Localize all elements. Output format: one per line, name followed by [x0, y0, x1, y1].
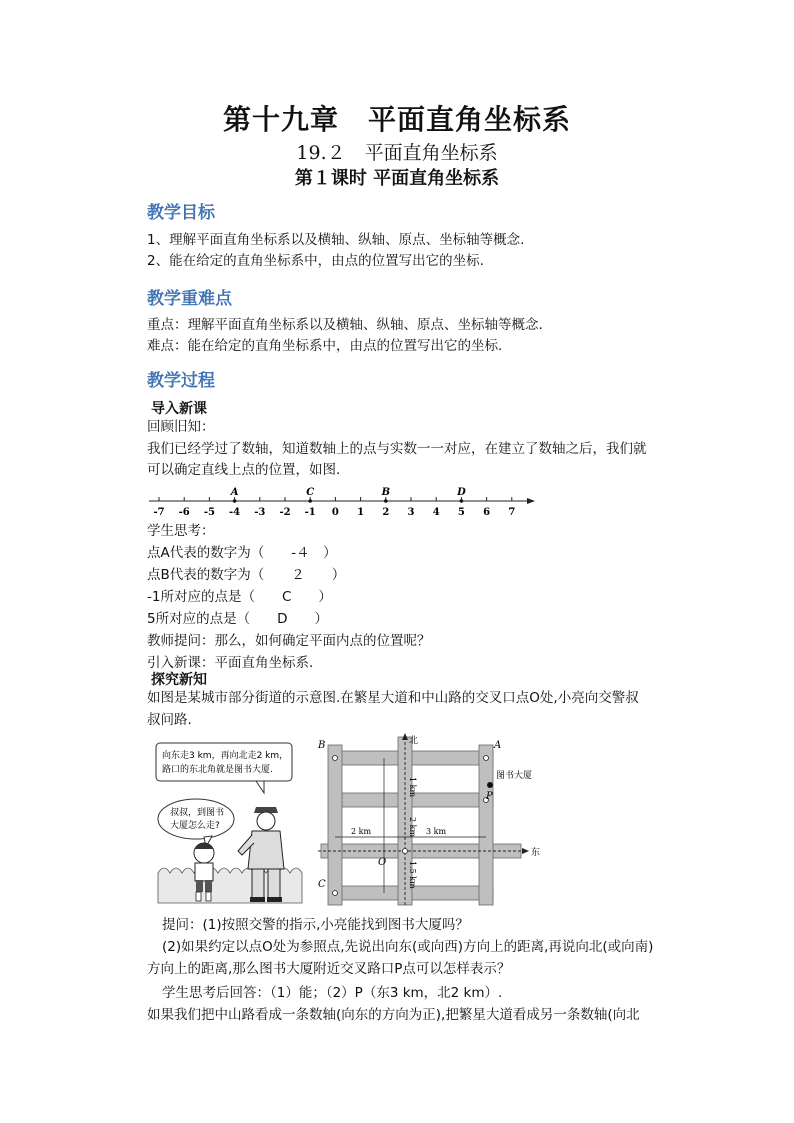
police-bubble-line-2: 路口的东北角就是图书大厦.	[162, 765, 273, 775]
explore-heading: 探究新知	[151, 672, 207, 688]
intro-heading: 导入新课	[151, 401, 207, 417]
teacher-question: 教师提问：那么，如何确定平面内点的位置呢？	[147, 633, 431, 649]
review-label: 回顾旧知：	[147, 419, 215, 435]
number-line-tick-label: 6	[483, 507, 491, 518]
keypoint-item-1: 重点：理解平面直角坐标系以及横轴、纵轴、原点、坐标轴等概念.	[147, 317, 543, 333]
map-label-c: C	[318, 879, 326, 890]
question-neg1: -1所对应的点是（ C ）	[147, 589, 332, 605]
number-line-tick-label: -2	[279, 507, 291, 518]
number-line-tick-label: -4	[229, 507, 241, 518]
paragraph-1-line-1: 我们已经学过了数轴，知道数轴上的点与实数一一对应，在建立了数轴之后，我们就	[147, 441, 647, 457]
map-dist-2km-vertical: 2 km	[408, 817, 417, 838]
number-line-point-label: D	[457, 487, 466, 498]
boy-bubble-line-2: 大厦怎么走?	[170, 821, 220, 831]
cartoon-panel	[156, 743, 302, 903]
section-title: 19.２ 平面直角坐标系	[296, 142, 498, 164]
paragraph-2-line-1: 如图是某城市部分街道的示意图.在繁星大道和中山路的交叉口点O处,小亮向交警叔	[147, 690, 639, 706]
paragraph-1-line-2: 可以确定直线上点的位置，如图.	[147, 462, 341, 478]
map-dist-3km: 3 km	[426, 827, 447, 836]
lesson-title: 第１课时 平面直角坐标系	[294, 168, 500, 189]
question-2-line-2: 方向上的距离,那么图书大厦附近交叉路口P点可以怎样表示？	[147, 961, 511, 977]
street-grid	[318, 733, 529, 905]
map-label-east: 东	[531, 848, 541, 858]
number-line-tick-label: -3	[254, 507, 266, 518]
number-line-point	[460, 499, 464, 503]
goal-item-1: 1、理解平面直角坐标系以及横轴、纵轴、原点、坐标轴等概念.	[147, 232, 525, 248]
question-1: 提问：(1)按照交警的指示,小亮能找到图书大厦吗？	[162, 917, 469, 933]
number-line-tick-label: -6	[178, 507, 190, 518]
map-dist-2km-horizontal: 2 km	[351, 827, 372, 836]
think-label: 学生思考：	[147, 523, 215, 539]
map-label-north: 北	[409, 736, 419, 746]
number-line-point	[308, 499, 312, 503]
map-dist-1km: 1 km	[408, 777, 417, 798]
map-label-library: 图书大厦	[496, 771, 533, 781]
paragraph-2-line-2: 叔问路.	[147, 712, 192, 728]
street-map-illustration	[146, 733, 546, 908]
new-lesson-intro: 引入新课：平面直角坐标系.	[147, 655, 314, 671]
goals-heading: 教学目标	[147, 203, 215, 223]
map-label-b: B	[318, 740, 326, 751]
number-line-tick-label: -5	[203, 507, 215, 518]
number-line-point	[384, 499, 388, 503]
question-b: 点B代表的数字为（ ２ ）	[147, 567, 346, 583]
student-answer: 学生思考后回答：（1）能；（2）P（东3 km，北2 km）.	[162, 985, 503, 1001]
map-label-p: P	[486, 791, 493, 802]
goal-item-2: 2、能在给定的直角坐标系中，由点的位置写出它的坐标.	[147, 253, 484, 269]
number-line-tick-label: -7	[153, 507, 165, 518]
paragraph-3: 如果我们把中山路看成一条数轴(向东的方向为正),把繁星大道看成另一条数轴(向北	[147, 1007, 640, 1023]
map-label-o: O	[378, 857, 387, 868]
police-bubble-line-1: 向东走3 km，再向北走2 km，	[162, 751, 289, 761]
number-line-point-label: A	[230, 487, 239, 498]
chapter-title: 第十九章 平面直角坐标系	[222, 103, 571, 136]
number-line-point	[233, 499, 237, 503]
number-line	[147, 487, 539, 519]
number-line-tick-label: 4	[432, 507, 440, 518]
number-line-point-label: B	[381, 487, 391, 498]
question-a: 点A代表的数字为（ -４ ）	[147, 545, 337, 561]
number-line-tick-label: 2	[382, 507, 390, 518]
number-line-point-label: C	[306, 487, 315, 498]
library-marker-icon	[487, 782, 493, 788]
keypoints-heading: 教学重难点	[147, 289, 232, 309]
keypoint-item-2: 难点：能在给定的直角坐标系中，由点的位置写出它的坐标.	[147, 338, 503, 354]
process-heading: 教学过程	[147, 371, 215, 391]
number-line-tick-label: 0	[331, 507, 339, 518]
question-5: 5所对应的点是（ D ）	[147, 611, 328, 627]
number-line-tick-label: 3	[407, 507, 415, 518]
number-line-tick-label: 7	[508, 507, 516, 518]
number-line-tick-label: 5	[457, 507, 465, 518]
number-line-arrow	[527, 498, 535, 504]
number-line-tick-label: -1	[304, 507, 316, 518]
map-label-a: A	[494, 740, 502, 751]
map-dist-1-5km: 1.5 km	[408, 861, 417, 889]
question-2-line-1: (2)如果约定以点O处为参照点,先说出向东(或向西)方向上的距离,再说向北(或向南)	[162, 939, 654, 955]
boy-bubble-line-1: 叔叔，到图书	[170, 808, 225, 818]
number-line-tick-label: 1	[357, 507, 365, 518]
